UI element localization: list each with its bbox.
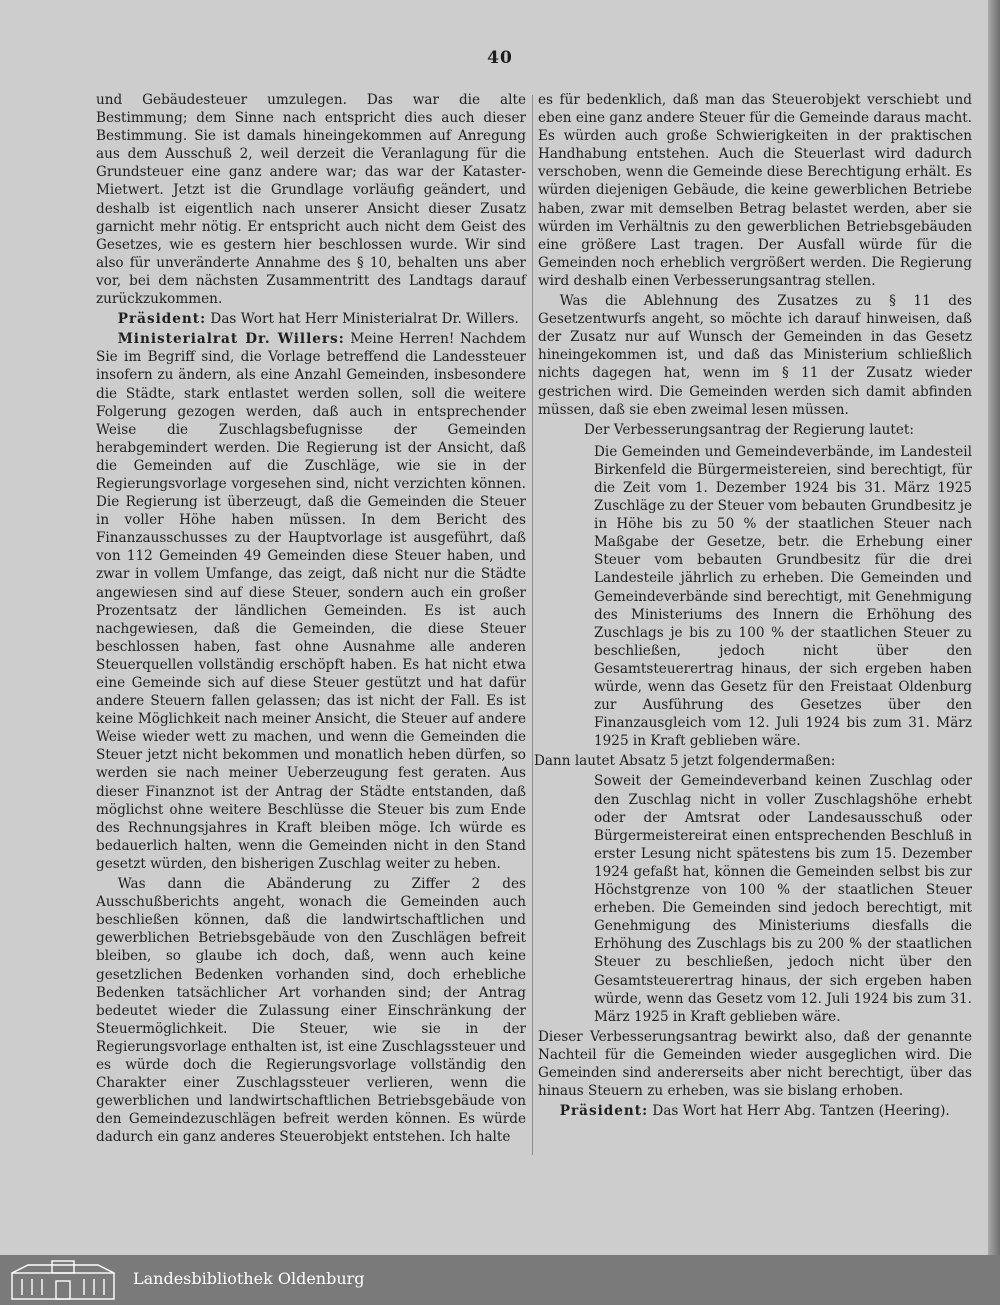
left-column [96, 91, 526, 1148]
paragraph [584, 421, 972, 439]
paragraph [96, 330, 526, 873]
right-column [534, 91, 973, 1122]
paragraph [534, 752, 972, 770]
paragraph [538, 292, 972, 419]
quoted-amendment [594, 443, 972, 751]
paragraph-text: Was die Ablehnung des Zusatzes zu § 11 des Gesetzentwurfs angeht, so möchte ich darauf hinweisen, daß der Zusatz nur auf Wunsch der Gemeinden in das Gesetz hineingekommen ist, und daß das Ministerium schließlich nichts dagegen hat, wenn im § 11 der Zusatz wieder gestrichen wird. Die Gemeinden werden sich damit abfinden müssen, daß sie eben zweimal lesen müssen. [538, 293, 972, 418]
paragraph-text: Die Gemeinden und Gemeindeverbände, im Landesteil Birkenfeld die Bürgermeistereien, sind berechtigt, für die Zeit vom 1. Dezember 1924 bis 31. März 1925 Zuschläge zu der Steuer vom bebauten Grundbesitz je in Höhe bis zu 50 % der staatlichen Steuer nach Maßgabe der Gesetze, betr. die Erhebung einer Steuer vom bebauten Grundbesitz für die drei Landesteile jährlich zu erheben. Die Gemeinden und Gemeindeverbände sind berechtigt, mit Genehmigung des Ministeriums des Innern die Erhöhung des Zuschlags je bis zu 100 % der staatlichen Steuer zu beschließen, jedoch nicht über den Gesamtsteuerertrag hinaus, der sich ergeben haben würde, wenn das Gesetz für den Freistaat Oldenburg zur Ausführung des Gesetzes über den Finanzausgleich vom 12. Juli 1924 bis zum 31. März 1925 in Kraft geblieben wäre. [594, 443, 972, 750]
speaker-label: Ministerialrat Dr. Willers: [117, 331, 345, 348]
paragraph [96, 310, 526, 328]
speaker-label: Präsident: [117, 311, 207, 328]
paragraph-text: es für bedenklich, daß man das Steuerobjekt verschiebt und eben eine ganz andere Steuer für die Gemeinde daraus macht. Es würden auch große Schwierigkeiten in der praktischen Handhabung entstehen. Auch die Steuerlast wird dadurch verschoben, wenn die Gemeinde diese Berechtigung erhält. Es würden diejenigen Gebäude, die keine gewerblichen Betriebe haben, zwar mit demselben Betrag belastet werden, aber sie würden im Verhältnis zu den gewerblichen Betriebsgebäuden eine größere Last tragen. Der Ausfall würde für die Gemeinden noch erheblich vergrößert werden. Die Regierung wird deshalb einen Verbesserungsantrag stellen. [538, 92, 973, 289]
column-divider [532, 95, 533, 1155]
library-name: Landesbibliothek Oldenburg [133, 1269, 365, 1288]
footer-bar [0, 1255, 1000, 1305]
paragraph-text: Dieser Verbesserungsantrag bewirkt also, daß der genannte Nachteil für die Gemeinden wieder ausgeglichen wird. Die Gemeinden sind andererseits aber nicht berechtigt, über das hinaus Steuern zu erheben, was sie bislang erhoben. [538, 1028, 972, 1100]
paragraph-text: Der Verbesserungsantrag der Regierung lautet: [584, 421, 914, 438]
paragraph [96, 875, 526, 1146]
page-edge-shadow [988, 0, 1000, 1255]
paragraph-text: Was dann die Abänderung zu Ziffer 2 des Ausschußberichts angeht, wonach die Gemeinden auch beschließen können, daß die landwirtschaftlichen und gewerblichen Betriebsgebäude von den Zuschlägen befreit bleiben, so glaube ich doch, daß, wenn auch keine gesetzlichen Bedenken vorhanden sind, doch erhebliche Bedenken tatsächlicher Art vorhanden sind; der Antrag bedeutet wieder die Zulassung einer Einschränkung der Steuermöglichkeit. Die Steuer, wie sie in der Regierungsvorlage enthalten ist, ist eine Zuschlagssteuer und es würde doch die Regierungsvorlage vollständig den Charakter einer Zuschlagssteuer verlieren, wenn die gewerblichen und landwirtschaftlichen Betriebsgebäude von den Gemeindezuschlägen befreit werden können. Es würde dadurch ein ganz anderes Steuerobjekt entstehen. Ich halte [96, 876, 526, 1146]
paragraph-text: Das Wort hat Herr Ministerialrat Dr. Willers. [210, 311, 519, 328]
paragraph [538, 1102, 972, 1120]
paragraph-text: Dann lautet Absatz 5 jetzt folgendermaßen: [534, 753, 836, 770]
paragraph-text: Soweit der Gemeindeverband keinen Zuschlag oder den Zuschlag nicht in voller Zuschlagshöhe erhebt oder der Amtsrat oder Landesausschuß oder Bürgermeistereirat einen entsprechenden Beschluß in erster Lesung nicht spätestens bis zum 15. Dezember 1924 gefaßt hat, können die Gemeinden selbst bis zur Höchstgrenze von 100 % der staatlichen Steuer erheben. Die Gemeinden sind jedoch berechtigt, mit Genehmigung des Ministeriums diesfalls die Erhöhung des Zuschlags bis zu 200 % der staatlichen Steuer zu beschließen, jedoch nicht über den Gesamtsteuerertrag hinaus, der sich ergeben haben würde, wenn das Gesetz vom 12. Juli 1924 bis zum 31. März 1925 in Kraft geblieben wäre. [594, 773, 972, 1025]
speaker-label: Präsident: [559, 1103, 649, 1120]
paragraph [538, 91, 972, 290]
paragraph-text: Das Wort hat Herr Abg. Tantzen (Heering). [652, 1103, 950, 1120]
library-building-icon [8, 1259, 118, 1301]
paragraph [96, 91, 526, 308]
paragraph [538, 1028, 972, 1100]
page-number: 40 [487, 48, 513, 68]
quoted-amendment [594, 772, 972, 1025]
paragraph-text: Meine Herren! Nachdem Sie im Begriff sind, die Vorlage betreffend die Landessteuer insofern zu ändern, als eine Anzahl Gemeinden, insbesondere die Städte, stark entlastet werden sollen, soll die weitere Folgerung gezogen werden, daß auch in entsprechender Weise die Zuschlagsbefugnisse der Gemeinden herabgemindert werden. Die Regierung ist der Ansicht, daß die Gemeinden auf die Zuschläge, wie sie in der Regierungsvorlage vorgesehen sind, nicht verzichten können. Die Regierung ist überzeugt, daß die Gemeinden die Steuer in voller Höhe haben müssen. In dem Bericht des Finanzausschusses zu der Hauptvorlage ist ausgeführt, daß von 112 Gemeinden 49 Gemeinden diese Steuer haben, und zwar in vollem Umfange, das zeigt, daß nicht nur die Städte angewiesen sind auf diese Steuer, sondern auch ein großer Prozentsatz der ländlichen Gemeinden. Es ist auch nachgewiesen, daß die Gemeinden, die diese Steuer beschlossen haben, fast ohne Ausnahme alle anderen Steuerquellen vollständig erschöpft haben. Es hat nicht etwa eine Gemeinde sich auf diese Steuer gestützt und hat dafür andere Steuern fallen gelassen; das ist nicht der Fall. Es ist keine Möglichkeit nach meiner Ansicht, die Steuer auf andere Weise wieder wett zu machen, und wenn die Gemeinden die Steuer jetzt nicht bekommen und monatlich heben dürfen, so werden sie nach meiner Ueberzeugung fest geraten. Aus dieser Finanznot ist der Antrag der Städte entstanden, daß möglichst ohne weitere Beschlüsse die Steuer bis zum Ende des Rechnungsjahres in Kraft bleiben möge. Ich würde es bedauerlich halten, wenn die Gemeinden nicht in den Stand gesetzt würden, den bisherigen Zuschlag weiter zu heben. [96, 331, 527, 872]
paragraph-text: und Gebäudesteuer umzulegen. Das war die alte Bestimmung; dem Sinne nach entspricht dies auch dieser Bestimmung. Sie ist damals hineingekommen auf Anregung aus dem Ausschuß 2, weil derzeit die Veranlagung für die Grundsteuer eine ganz andere war; das war der Kataster-Mietwert. Jetzt ist die Grundlage vorläufig geändert, und deshalb ist eigentlich nach unserer Ansicht dieser Zusatz garnicht mehr nötig. Er entspricht auch nicht dem Geist des Gesetzes, wie es gestern hier beschlossen wurde. Wir sind also für unveränderte Annahme des § 10, behalten uns aber vor, bei dem nächsten Zusammentritt des Landtags darauf zurückzukommen. [96, 92, 526, 308]
